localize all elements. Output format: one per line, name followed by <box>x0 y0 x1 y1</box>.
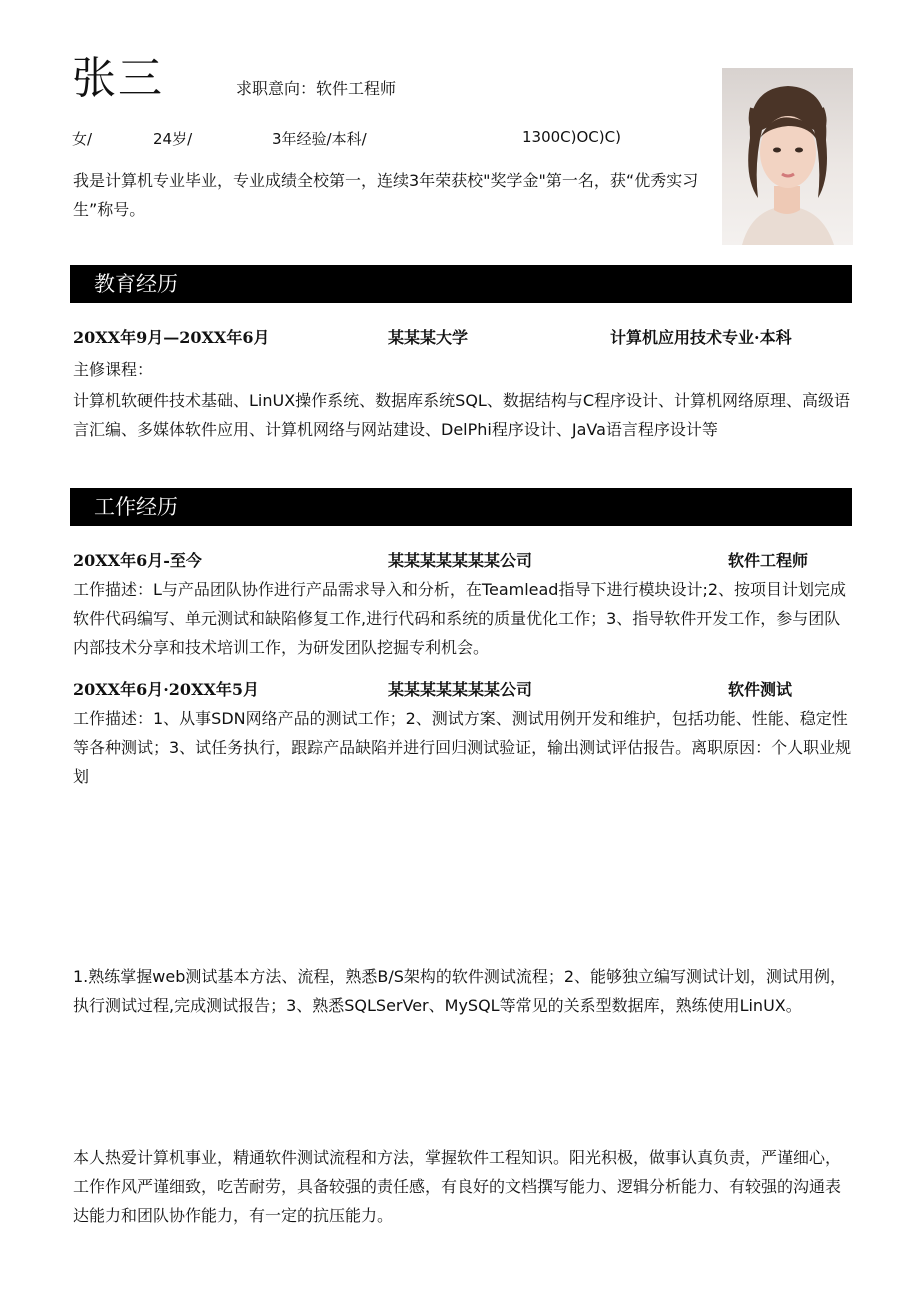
job-description: 工作描述：1、从事SDN网络产品的测试工作；2、测试方案、测试用例开发和维护，包括功能、性能、稳定性等各种测试；3、试任务执行，跟踪产品缺陷并进行回归测试验证，输出测试评估报告。离职原因：个人职业规划 <box>73 709 852 786</box>
phone: 1300C)OC)C) <box>522 128 621 146</box>
courses-list: 计算机软硬件技术基础、LinUX操作系统、数据库系统SQL、数据结构与C程序设计、计算机网络原理、高级语言汇编、多媒体软件应用、计算机网络与网站建设、DelPhi程序设计、JaVa语言程序设计等 <box>73 391 851 439</box>
job-company: 某某某某某某某公司 <box>388 551 533 570</box>
job-period: 20XX年6月·20XX年5月 <box>73 680 260 699</box>
education-section-header: 教育经历 <box>70 265 852 303</box>
education-period: 20XX年9月—20XX年6月 <box>73 328 270 347</box>
job-role: 软件工程师 <box>728 551 809 570</box>
candidate-name: 张三 <box>72 53 164 104</box>
job-period: 20XX年6月-至今 <box>73 551 202 570</box>
education-school: 某某某大学 <box>388 328 469 347</box>
job-company: 某某某某某某某公司 <box>388 680 533 699</box>
education-major: 计算机应用技术专业·本科 <box>610 328 792 347</box>
profile-photo <box>722 68 853 245</box>
courses-label: 主修课程： <box>73 360 154 379</box>
job-description: 工作描述：L与产品团队协作进行产品需求导入和分析，在Teamlead指导下进行模块设计;2、按项目计划完成软件代码编写、单元测试和缺陷修复工作,进行代码和系统的质量优化工作；3、指导软件开发工作，参与团队内部技术分享和技术培训工作，为研发团队挖掘专利机会。 <box>73 580 847 657</box>
self-evaluation-text: 本人热爱计算机事业，精通软件测试流程和方法，掌握软件工程知识。阳光积极，做事认真负责，严谨细心，工作作风严谨细致，吃苦耐劳，具备较强的责任感，有良好的文档撰写能力、逻辑分析能力、有较强的沟通表达能力和团队协作能力，有一定的抗压能力。 <box>73 1148 842 1225</box>
self-intro: 我是计算机专业毕业，专业成绩全校第一，连续3年荣获校"奖学金"第一名，获“优秀实习生”称号。 <box>73 171 699 219</box>
portrait-illustration <box>722 68 853 245</box>
age: 24岁/ <box>153 130 193 148</box>
job-intent: 求职意向：软件工程师 <box>236 79 397 98</box>
skills-text: 1.熟练掌握web测试基本方法、流程，熟悉B/S架构的软件测试流程；2、能够独立编写测试计划，测试用例，执行测试过程,完成测试报告；3、熟悉SQLSerVer、MySQL等常见的关系型数据库，熟练使用LinUX。 <box>73 967 847 1015</box>
gender: 女/ <box>72 130 93 148</box>
work-section-header: 工作经历 <box>70 488 852 526</box>
job-role: 软件测试 <box>728 680 793 699</box>
experience: 3年经验/本科/ <box>272 130 367 148</box>
